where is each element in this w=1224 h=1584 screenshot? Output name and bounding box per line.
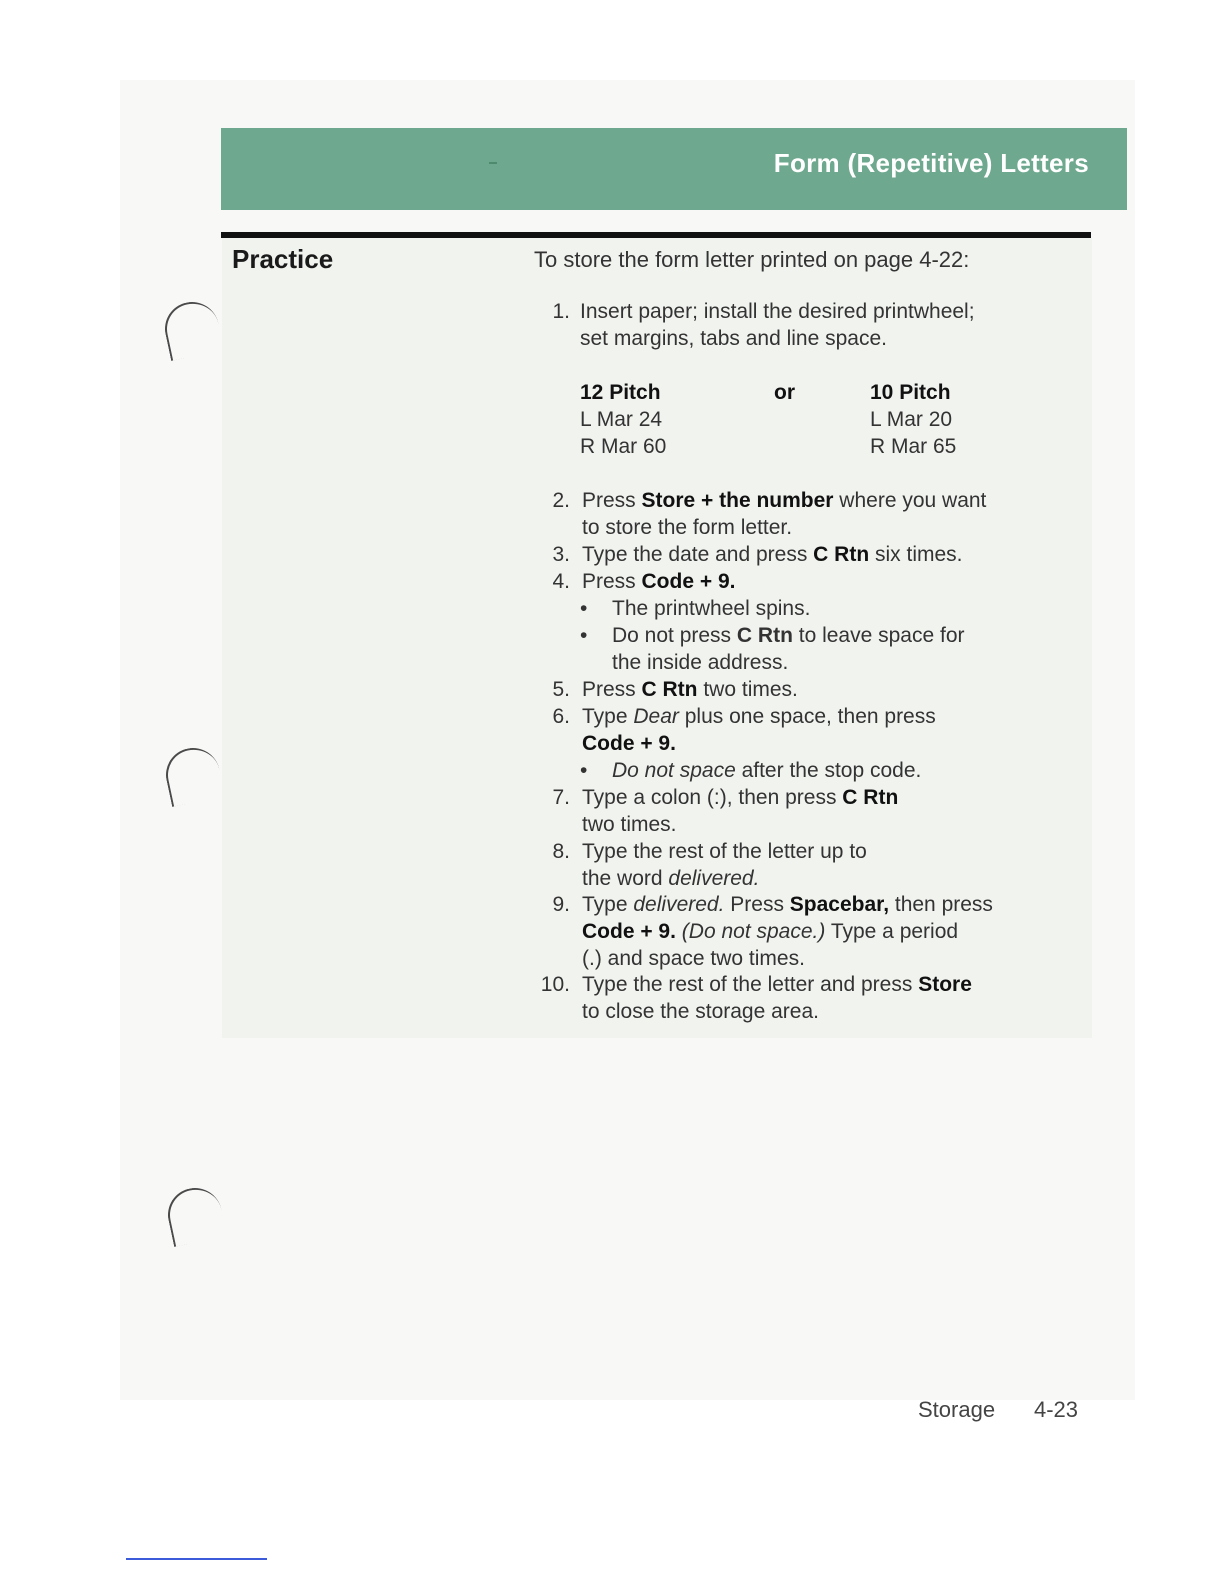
page-number: 4-23 xyxy=(1034,1397,1079,1422)
footer-section: Storage xyxy=(918,1397,996,1422)
step-number: 1. xyxy=(552,300,570,323)
pitch-12-column xyxy=(580,379,666,460)
pitch-10-right-margin: R Mar 65 xyxy=(870,435,957,458)
pitch-10-heading: 10 Pitch xyxy=(870,381,951,404)
step-text: Type a colon (:), then press C Rtn two times. xyxy=(582,786,899,836)
step-text: Type the rest of the letter and press Store to close the storage area. xyxy=(582,973,972,1023)
section-rule xyxy=(221,232,1091,238)
step-text: Press C Rtn two times. xyxy=(582,678,798,701)
pitch-10-column xyxy=(870,379,956,460)
pitch-10-left-margin: L Mar 20 xyxy=(870,408,953,431)
scan-edge-line xyxy=(126,1558,267,1560)
banner-mark xyxy=(489,162,497,164)
step-text: Press Store + the number where you want to store the form letter. xyxy=(582,489,987,539)
step-text: Insert paper; install the desired printwheel; set margins, tabs and line space. xyxy=(580,300,975,350)
step-text: Type the date and press C Rtn six times. xyxy=(582,543,963,566)
page-title: Form (Repetitive) Letters xyxy=(773,148,1089,178)
section-heading: Practice xyxy=(232,244,334,274)
bullet-dot: • xyxy=(580,624,588,647)
bullet-dot: • xyxy=(580,759,588,782)
bullet-dot: • xyxy=(580,597,588,620)
pitch-12-heading: 12 Pitch xyxy=(580,381,661,404)
header-banner xyxy=(221,128,1127,210)
intro-text: To store the form letter printed on page 4-22: xyxy=(534,247,970,272)
step-text: Type delivered. Press Spacebar, then press Code + 9. (Do not space.) Type a period (.) and space two times. xyxy=(582,893,993,970)
step-text: Type the rest of the letter up to the word delivered. xyxy=(582,840,867,890)
pitch-12-left-margin: L Mar 24 xyxy=(580,408,663,431)
pitch-or-label: or xyxy=(774,381,795,404)
step-text: Type Dear plus one space, then press Code + 9. xyxy=(582,705,936,755)
step-text: Press Code + 9. xyxy=(582,570,736,593)
pitch-12-right-margin: R Mar 60 xyxy=(580,435,667,458)
